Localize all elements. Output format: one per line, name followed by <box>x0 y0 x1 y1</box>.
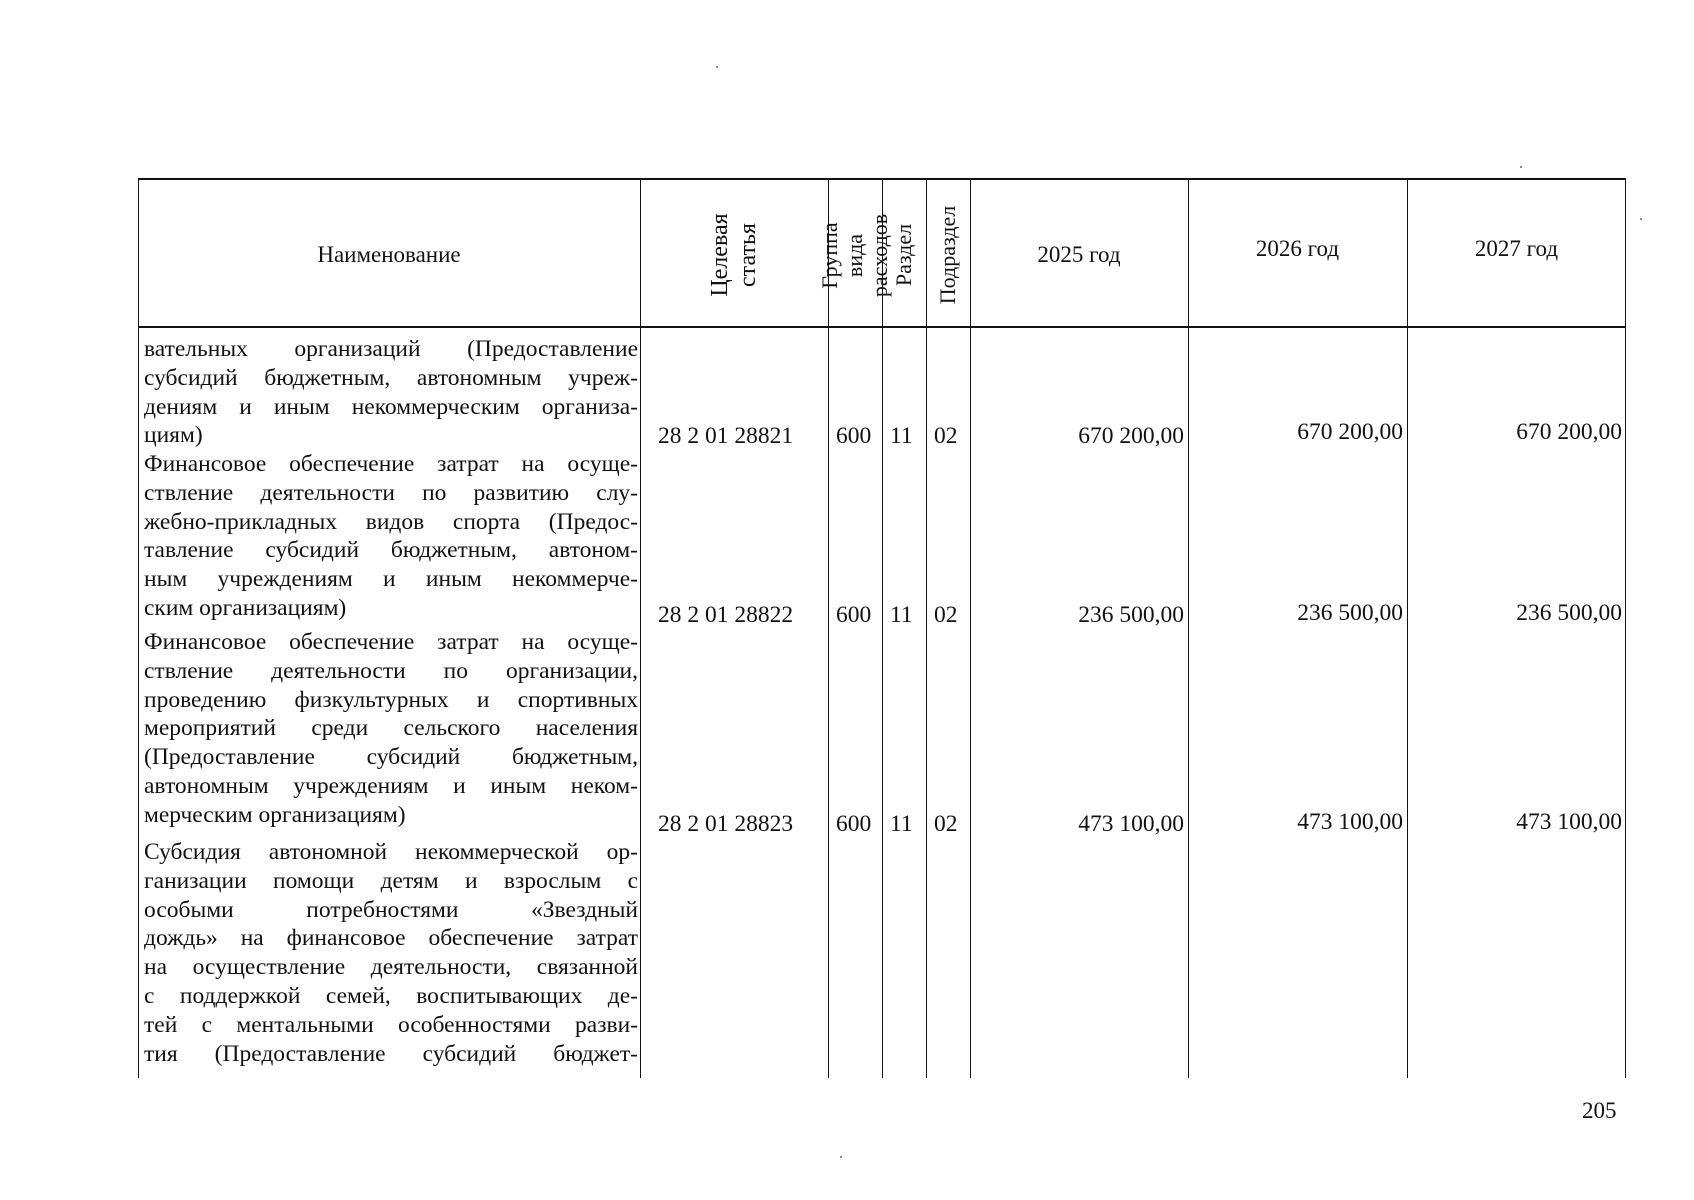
row-value-2026: 236 500,00 <box>1297 600 1403 626</box>
header-subsection-label: Подраздел <box>935 205 961 305</box>
row-section: 11 <box>890 423 913 449</box>
row-value-2026: 670 200,00 <box>1297 419 1403 445</box>
name-line: Субсидия автономной некоммерческой ор- <box>144 839 638 865</box>
table-row-name <box>144 450 638 623</box>
name-line: тавление субсидий бюджетным, автоном- <box>144 537 638 564</box>
name-line: (Предоставление субсидий бюджетным, <box>144 744 638 771</box>
header-section <box>882 180 926 330</box>
name-line: на осуществление деятельности, связанной <box>144 954 638 981</box>
row-value-2027: 473 100,00 <box>1516 809 1622 835</box>
budget-table <box>138 178 1626 1078</box>
name-line: проведению физкультурных и спортивных <box>144 686 638 713</box>
row-code: 28 2 01 28822 <box>658 602 794 628</box>
header-target-article <box>640 180 828 330</box>
name-line: особыми потребностями «Звездный <box>144 896 638 923</box>
row-section: 11 <box>890 602 913 628</box>
table-row-name <box>144 838 638 1068</box>
name-line: автономным учреждениям и иным неком- <box>144 772 638 799</box>
name-line: мерческим организациям) <box>144 801 406 828</box>
name-line: ствление деятельности по организации, <box>144 657 638 684</box>
name-line: вательных организаций (Предоставление <box>144 336 638 362</box>
row-code: 28 2 01 28821 <box>658 423 794 449</box>
header-2027 <box>1407 174 1626 324</box>
header-2025 <box>970 180 1188 330</box>
name-line: Финансовое обеспечение затрат на осуще- <box>144 451 638 477</box>
name-line: ным учреждениям и иным некоммерче- <box>144 566 638 593</box>
name-line: ствление деятельности по развитию слу- <box>144 479 638 506</box>
scan-speck <box>716 66 718 68</box>
header-2025-label: 2025 год <box>1037 242 1121 267</box>
header-expense-group <box>817 180 893 330</box>
scan-speck <box>1640 218 1642 220</box>
row-section: 11 <box>890 811 913 837</box>
row-group: 600 <box>836 602 872 628</box>
name-line: циям) <box>144 422 203 449</box>
name-line: ским организациям) <box>144 594 347 621</box>
row-subsection: 02 <box>934 602 958 628</box>
row-value-2025: 473 100,00 <box>1078 811 1184 837</box>
name-line: субсидий бюджетным, автономным учреж- <box>144 364 638 391</box>
scan-speck <box>1520 166 1522 168</box>
name-line: тия (Предоставление субсидий бюджет- <box>144 1040 638 1067</box>
name-line: дениям и иным некоммерческим организа- <box>144 393 638 420</box>
row-subsection: 02 <box>934 811 958 837</box>
name-line: Финансовое обеспечение затрат на осуще- <box>144 629 638 655</box>
name-line: тей с ментальными особенностями разви- <box>144 1011 638 1038</box>
row-code: 28 2 01 28823 <box>658 811 794 837</box>
row-value-2026: 473 100,00 <box>1297 809 1403 835</box>
row-value-2027: 236 500,00 <box>1516 600 1622 626</box>
header-name-label: Наименование <box>317 242 461 267</box>
row-subsection: 02 <box>934 423 958 449</box>
row-value-2027: 670 200,00 <box>1516 419 1622 445</box>
table-body <box>138 328 1626 1078</box>
row-group: 600 <box>836 423 872 449</box>
row-value-2025: 236 500,00 <box>1078 602 1184 628</box>
table-row-name <box>144 628 638 830</box>
name-line: жебно-прикладных видов спорта (Предос- <box>144 508 638 535</box>
row-value-2025: 670 200,00 <box>1078 423 1184 449</box>
header-target-article-label: Целевая статья <box>707 213 761 297</box>
page-number: 205 <box>1582 1098 1617 1123</box>
header-name <box>138 180 640 330</box>
name-line: мероприятий среди сельского населения <box>144 715 638 742</box>
header-expense-group-label: Группа вида расходов <box>817 213 893 297</box>
header-section-label: Раздел <box>891 223 917 287</box>
header-2026-label: 2026 год <box>1255 236 1340 261</box>
scan-speck <box>840 1156 842 1158</box>
table-row-name <box>144 335 638 450</box>
name-line: с поддержкой семей, воспитывающих де- <box>144 982 638 1009</box>
header-2026 <box>1188 174 1407 324</box>
header-subsection <box>926 180 970 330</box>
header-2027-label: 2027 год <box>1474 236 1559 261</box>
name-line: ганизации помощи детям и взрослым с <box>144 867 638 894</box>
name-line: дождь» на финансовое обеспечение затрат <box>144 925 638 952</box>
row-group: 600 <box>836 811 872 837</box>
